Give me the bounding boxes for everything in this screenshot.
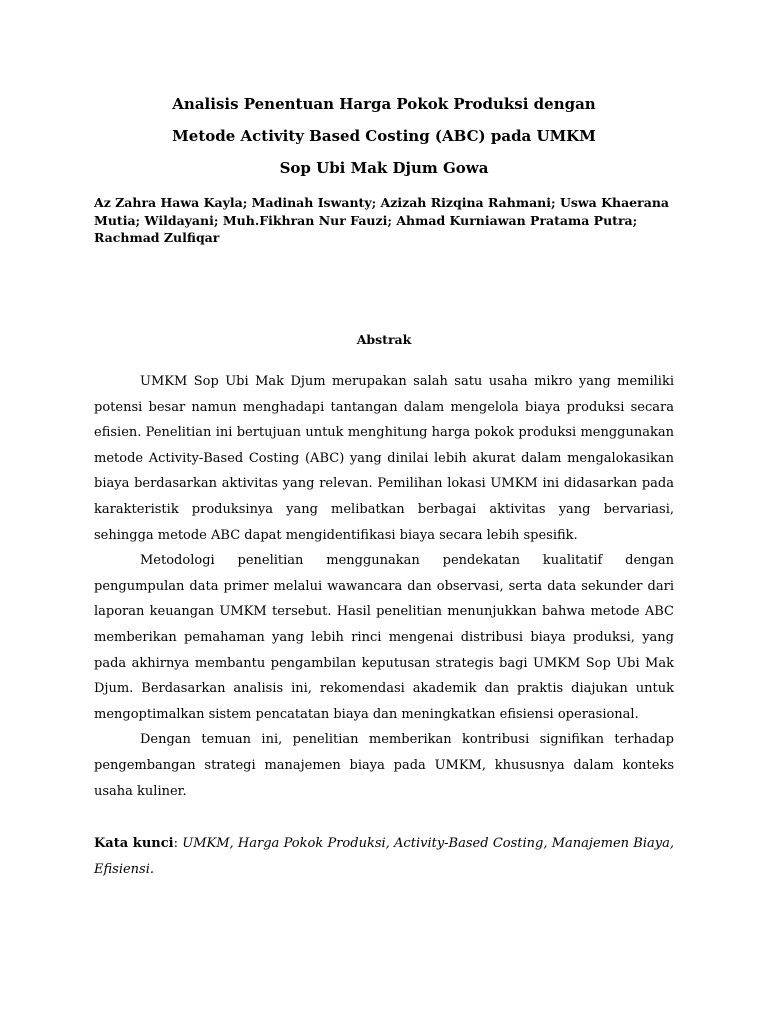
- abstract-paragraph-1: UMKM Sop Ubi Mak Djum merupakan salah satu usaha mikro yang memiliki potensi besar namun menghadapi tantangan dalam mengelola biaya produksi secara efisien. Penelitian ini bertujuan untuk menghitung harga pokok produksi menggunakan metode Activity-Based Costing (ABC) yang dinilai lebih akurat dalam mengalokasikan biaya berdasarkan aktivitas yang relevan. Pemilihan lokasi UMKM ini didasarkan pada karakteristik produksinya yang melibatkan berbagai aktivitas yang bervariasi, sehingga metode ABC dapat mengidentifikasi biaya secara lebih spesifik.: [94, 374, 674, 543]
- keywords-line: [94, 831, 674, 882]
- keywords-values: UMKM, Harga Pokok Produksi, Activity-Based Costing, Manajemen Biaya, Efisiensi.: [94, 836, 674, 877]
- abstract-paragraph-2: Metodologi penelitian menggunakan pendekatan kualitatif dengan pengumpulan data primer melalui wawancara dan observasi, serta data sekunder dari laporan keuangan UMKM tersebut. Hasil penelitian menunjukkan bahwa metode ABC memberikan pemahaman yang lebih rinci mengenai distribusi biaya produksi, yang pada akhirnya membantu pengambilan keputusan strategis bagi UMKM Sop Ubi Mak Djum. Berdasarkan analisis ini, rekomendasi akademik dan praktis diajukan untuk mengoptimalkan sistem pencatatan biaya dan meningkatkan efisiensi operasional.: [94, 553, 674, 722]
- paper-title: [94, 88, 674, 184]
- keywords-separator: :: [173, 836, 183, 851]
- title-line-1: Analisis Penentuan Harga Pokok Produksi dengan: [172, 95, 596, 113]
- author-list: Az Zahra Hawa Kayla; Madinah Iswanty; Azizah Rizqina Rahmani; Uswa Khaerana Mutia; Wildayani; Muh.Fikhran Nur Fauzi; Ahmad Kurniawan Pratama Putra; Rachmad Zulfiqar: [94, 195, 670, 245]
- keywords-label: Kata kunci: [94, 836, 174, 851]
- abstract-heading: Abstrak: [356, 332, 412, 347]
- title-line-2: Metode Activity Based Costing (ABC) pada UMKM: [172, 127, 596, 145]
- abstract-body: [94, 369, 674, 804]
- title-line-3: Sop Ubi Mak Djum Gowa: [279, 159, 489, 177]
- abstract-paragraph-3: Dengan temuan ini, penelitian memberikan kontribusi signifikan terhadap pengembangan strategi manajemen biaya pada UMKM, khususnya dalam konteks usaha kuliner.: [94, 732, 674, 799]
